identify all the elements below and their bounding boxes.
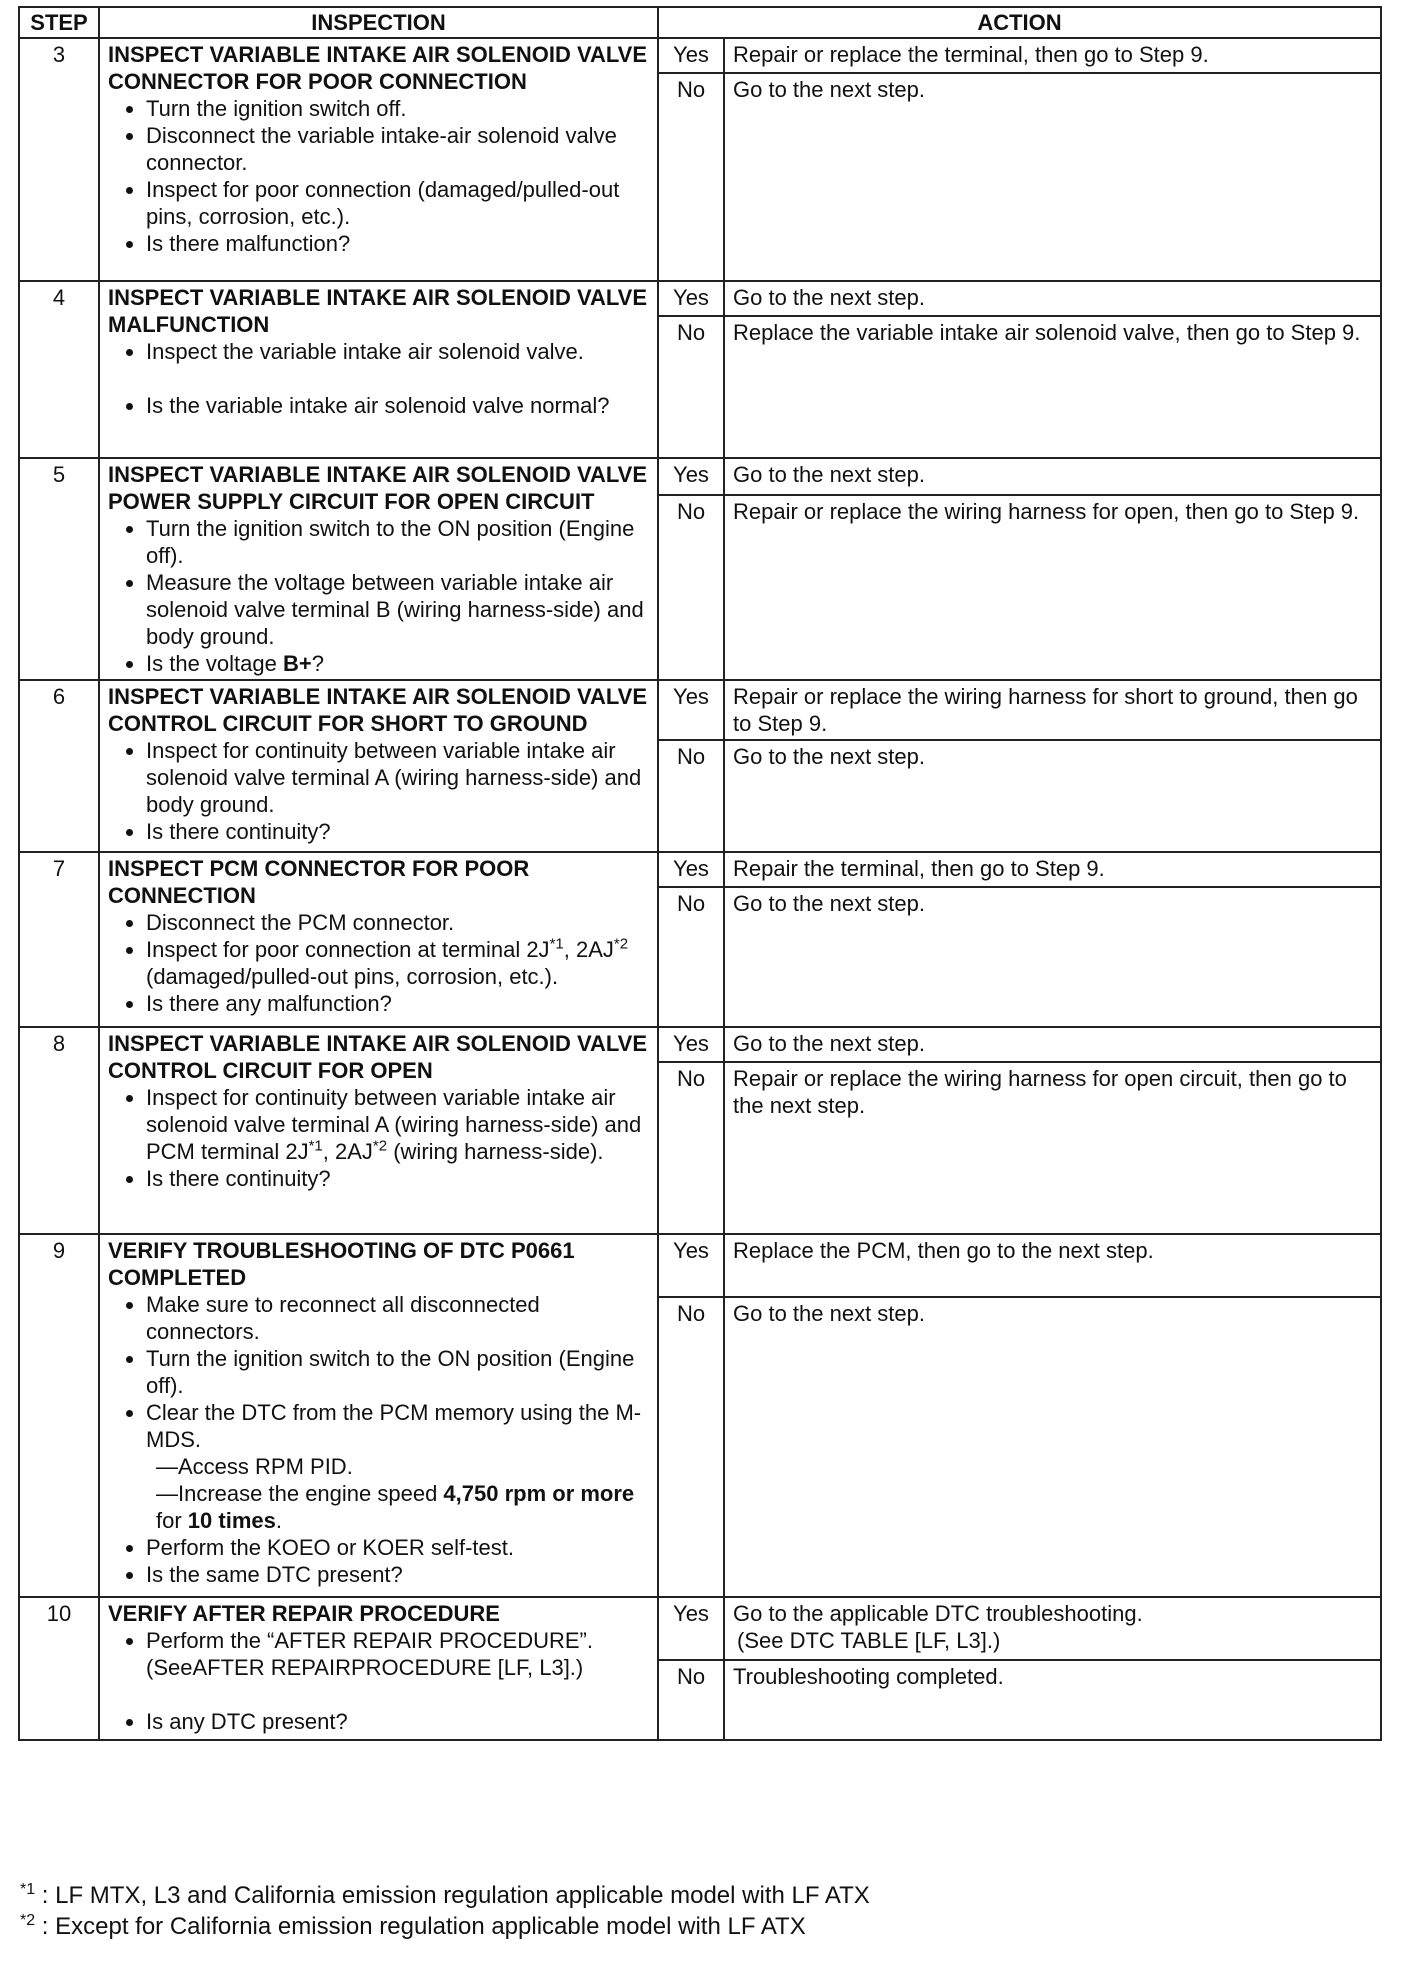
- bullet-text: ?: [311, 651, 324, 676]
- inspection-bullet: • Is the same DTC present?: [146, 1561, 649, 1588]
- yes-action: Go to the next step.: [724, 458, 1381, 495]
- yes-label: Yes: [658, 1597, 724, 1660]
- step-row-7: [19, 852, 1381, 887]
- inspection-title: INSPECT PCM CONNECTOR FOR POOR CONNECTION: [108, 856, 530, 908]
- inspection-bullet: • Is there malfunction?: [146, 230, 649, 257]
- inspection-bullet: • Turn the ignition switch to the ON position (Engine off).: [146, 1345, 649, 1399]
- yes-action: Replace the PCM, then go to the next step.: [724, 1234, 1381, 1297]
- bullet-text: (wiring harness-side).: [387, 1139, 604, 1164]
- no-action: Go to the next step.: [724, 740, 1381, 852]
- step-row-3: [19, 38, 1381, 73]
- yes-label: Yes: [658, 38, 724, 73]
- footnote-mark: *1: [20, 1881, 36, 1898]
- bullet-text: Is the voltage: [146, 651, 283, 676]
- header-step: STEP: [19, 7, 99, 38]
- no-label: No: [658, 73, 724, 281]
- sub-step: — Access RPM PID.: [156, 1453, 649, 1480]
- no-label: No: [658, 1660, 724, 1740]
- step-number: 8: [19, 1027, 99, 1234]
- bullet-emphasis: B+: [282, 651, 312, 676]
- inspection-bullet: • Inspect for poor connection (damaged/pulled-out pins, corrosion, etc.).: [146, 176, 649, 230]
- yes-label: Yes: [658, 1027, 724, 1062]
- step-row-8: [19, 1027, 1381, 1062]
- sub-step: [156, 1480, 649, 1534]
- inspection-bullet: • Is the variable intake air solenoid valve normal?: [146, 392, 649, 419]
- inspection-bullet: • Inspect the variable intake air solenoid valve.: [146, 338, 649, 365]
- inspection-bullet: • Disconnect the variable intake-air solenoid valve connector.: [146, 122, 649, 176]
- inspection-cell: [99, 852, 658, 1027]
- inspection-bullet: • Inspect for continuity between variable intake air solenoid valve terminal A (wiring harness-side) and body ground.: [146, 737, 649, 818]
- inspection-bullet: • Turn the ignition switch off.: [146, 95, 649, 122]
- step-number: 4: [19, 281, 99, 458]
- bullet-text: , 2AJ: [322, 1139, 373, 1164]
- bullet-text: .: [275, 1508, 282, 1533]
- yes-label: Yes: [658, 281, 724, 316]
- yes-action: Go to the applicable DTC troubleshooting.: [733, 1601, 1143, 1626]
- footnote-ref: *1: [308, 1137, 323, 1155]
- inspection-bullet: • Is there any malfunction?: [146, 990, 649, 1017]
- inspection-title: INSPECT VARIABLE INTAKE AIR SOLENOID VALVE CONNECTOR FOR POOR CONNECTION: [108, 42, 648, 94]
- step-number: 5: [19, 458, 99, 680]
- inspection-bullet: [146, 936, 649, 990]
- yes-label: Yes: [658, 852, 724, 887]
- no-label: No: [658, 495, 724, 680]
- bullet-text: for: [156, 1508, 188, 1533]
- no-label: No: [658, 887, 724, 1027]
- inspection-bullet: • Make sure to reconnect all disconnected connectors.: [146, 1291, 649, 1345]
- no-action: Repair or replace the wiring harness for open, then go to Step 9.: [724, 495, 1381, 680]
- inspection-cell: [99, 680, 658, 852]
- step-row-10: [19, 1597, 1381, 1660]
- inspection-bullet: • Is any DTC present?: [146, 1708, 649, 1735]
- bullet-text: Increase the engine speed: [178, 1481, 444, 1506]
- step-row-5: [19, 458, 1381, 495]
- yes-action: Go to the next step.: [724, 1027, 1381, 1062]
- reference-link: (SeeAFTER REPAIRPROCEDURE [LF, L3].): [146, 1655, 584, 1680]
- no-action: Repair or replace the wiring harness for open circuit, then go to the next step.: [724, 1062, 1381, 1234]
- inspection-cell: [99, 38, 658, 281]
- footnote-mark: *2: [20, 1912, 36, 1929]
- footnote-ref: *1: [549, 935, 564, 953]
- inspection-title: VERIFY AFTER REPAIR PROCEDURE: [108, 1601, 500, 1626]
- inspection-cell: [99, 1234, 658, 1597]
- inspection-cell: [99, 281, 658, 458]
- no-label: No: [658, 1062, 724, 1234]
- bullet-text: Inspect for poor connection at terminal 2J: [146, 937, 550, 962]
- header-inspection: INSPECTION: [99, 7, 658, 38]
- inspection-title: INSPECT VARIABLE INTAKE AIR SOLENOID VALVE CONTROL CIRCUIT FOR OPEN: [108, 1031, 648, 1083]
- yes-action-cell: [724, 1597, 1381, 1660]
- blank-line: [108, 365, 649, 392]
- footnote: [20, 1911, 1382, 1942]
- inspection-cell: [99, 1597, 658, 1740]
- step-number: 7: [19, 852, 99, 1027]
- inspection-bullet: [146, 1399, 649, 1534]
- inspection-bullet: • Disconnect the PCM connector.: [146, 909, 649, 936]
- inspection-cell: [99, 1027, 658, 1234]
- yes-label: Yes: [658, 680, 724, 740]
- footnote-ref: *2: [372, 1137, 388, 1155]
- yes-action: Repair the terminal, then go to Step 9.: [724, 852, 1381, 887]
- yes-action: Go to the next step.: [724, 281, 1381, 316]
- step-row-9: [19, 1234, 1381, 1297]
- inspection-title: INSPECT VARIABLE INTAKE AIR SOLENOID VALVE POWER SUPPLY CIRCUIT FOR OPEN CIRCUIT: [108, 462, 648, 514]
- yes-label: Yes: [658, 1234, 724, 1297]
- inspection-bullet: • Perform the KOEO or KOER self-test.: [146, 1534, 649, 1561]
- bullet-emphasis: 4,750 rpm or more: [443, 1481, 635, 1506]
- bullet-emphasis: 10 times: [187, 1508, 276, 1533]
- inspection-bullet: • Turn the ignition switch to the ON position (Engine off).: [146, 515, 649, 569]
- bullet-text: , 2AJ: [563, 937, 614, 962]
- footnotes: [20, 1880, 1382, 1942]
- inspection-title: INSPECT VARIABLE INTAKE AIR SOLENOID VALVE CONTROL CIRCUIT FOR SHORT TO GROUND: [108, 684, 648, 736]
- step-row-6: [19, 680, 1381, 740]
- inspection-title: VERIFY TROUBLESHOOTING OF DTC P0661 COMPLETED: [108, 1238, 575, 1290]
- step-row-4: [19, 281, 1381, 316]
- troubleshooting-table: [18, 6, 1382, 1741]
- footnote-ref: *2: [613, 935, 629, 953]
- inspection-bullet: • Is there continuity?: [146, 818, 649, 845]
- no-action: Go to the next step.: [724, 1297, 1381, 1597]
- no-action: Troubleshooting completed.: [724, 1660, 1381, 1740]
- yes-label: Yes: [658, 458, 724, 495]
- inspection-cell: [99, 458, 658, 680]
- footnote-text: : Except for California emission regulation applicable model with LF ATX: [35, 1913, 806, 1940]
- step-number: 3: [19, 38, 99, 281]
- inspection-bullet: • Measure the voltage between variable intake air solenoid valve terminal B (wiring harness-side) and body ground.: [146, 569, 649, 650]
- inspection-bullet: [146, 650, 649, 677]
- reference-link: (See DTC TABLE [LF, L3].): [737, 1628, 1001, 1653]
- header-action: ACTION: [658, 7, 1381, 38]
- no-label: No: [658, 316, 724, 458]
- no-action: Go to the next step.: [724, 73, 1381, 281]
- inspection-title: INSPECT VARIABLE INTAKE AIR SOLENOID VALVE MALFUNCTION: [108, 285, 648, 337]
- no-label: No: [658, 740, 724, 852]
- step-number: 9: [19, 1234, 99, 1597]
- inspection-bullet: [146, 1084, 649, 1165]
- bullet-text: Inspect for continuity between variable intake air solenoid valve terminal A (wiring harness-side) and PCM terminal 2J: [146, 1085, 642, 1164]
- no-label: No: [658, 1297, 724, 1597]
- inspection-bullet: • Is there continuity?: [146, 1165, 649, 1192]
- footnote: [20, 1880, 1382, 1911]
- inspection-bullet: • Perform the “AFTER REPAIR PROCEDURE”.: [146, 1627, 649, 1654]
- yes-action: Repair or replace the terminal, then go to Step 9.: [724, 38, 1381, 73]
- table-header-row: [19, 7, 1381, 38]
- no-action: Replace the variable intake air solenoid valve, then go to Step 9.: [724, 316, 1381, 458]
- bullet-text: Clear the DTC from the PCM memory using the M-MDS.: [146, 1400, 642, 1452]
- yes-action: Repair or replace the wiring harness for short to ground, then go to Step 9.: [724, 680, 1381, 740]
- footnote-text: : LF MTX, L3 and California emission regulation applicable model with LF ATX: [35, 1882, 870, 1909]
- step-number: 6: [19, 680, 99, 852]
- no-action: Go to the next step.: [724, 887, 1381, 1027]
- step-number: 10: [19, 1597, 99, 1740]
- bullet-text: (damaged/pulled-out pins, corrosion, etc.).: [146, 964, 559, 989]
- blank-line: [108, 1681, 649, 1708]
